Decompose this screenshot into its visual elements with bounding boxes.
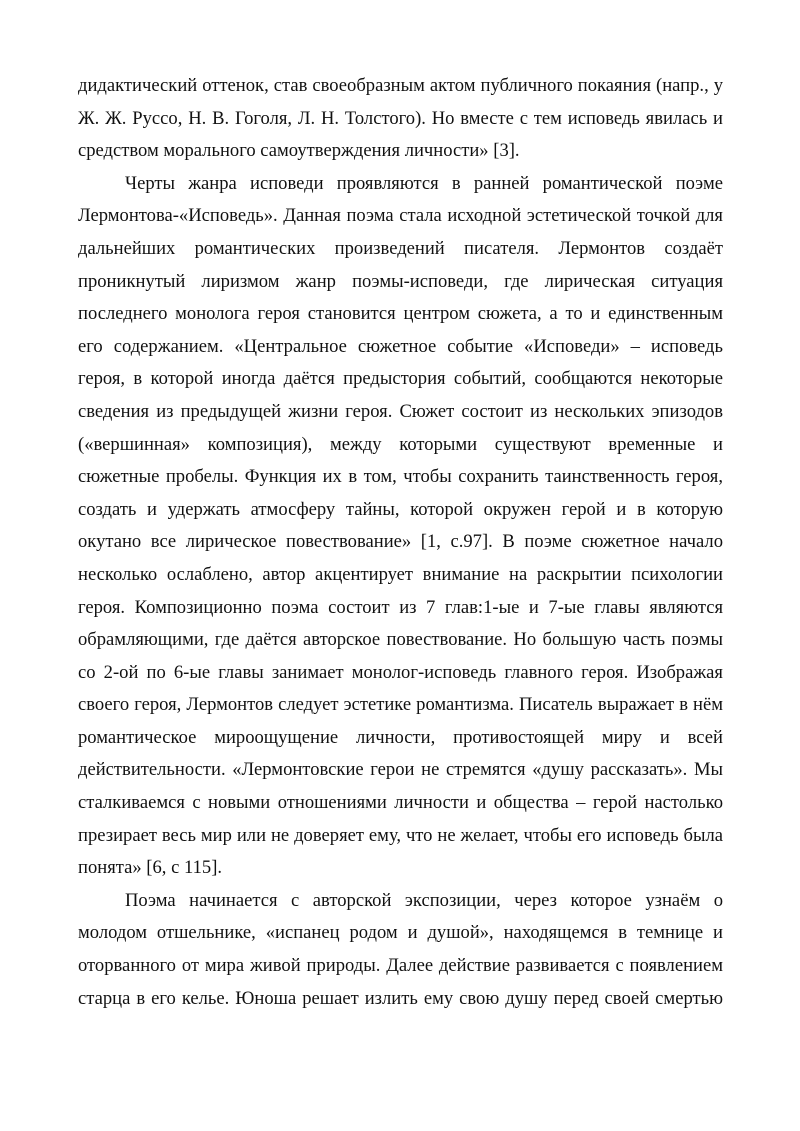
paragraph-3: Поэма начинается с авторской экспозиции, через которое узнаём о молодом отшельнике, «испанец родом и душой», находящемся в темнице и оторванного от мира живой природы. Далее действие развивается с появлением старца в его келье. Юноша решает излить ему свою душу перед своей смертью	[78, 889, 723, 1009]
paragraph-2: Черты жанра исповеди проявляются в ранней романтической поэме Лермонтова-«Исповедь». Данная поэма стала исходной эстетической точкой для дальнейших романтических произведений писателя. Лермонтов создаёт проникнутый лиризмом жанр поэмы-исповеди, где лирическая ситуация последнего монолога героя становится центром сюжета, а то и единственным его содержанием. «Центральное сюжетное событие «Исповеди» – исповедь героя, в которой иногда даётся предыстория событий, сообщаются некоторые сведения из предыдущей жизни героя. Сюжет состоит из нескольких эпизодов («вершинная» композиция), между которыми существуют временные и сюжетные пробелы. Функция их в том, чтобы сохранить таинственность героя, создать и удержать атмосферу тайны, которой окружен герой и в которую окутано все лирическое повествование» [1, с.97]. В поэме сюжетное начало несколько ослаблено, автор акцентирует внимание на раскрытии психологии героя. Композиционно поэма состоит из 7 глав:1-ые и 7-ые главы являются обрамляющими, где даётся авторское повествование. Но большую часть поэмы со 2-ой по 6-ые главы занимает монолог-исповедь главного героя. Изображая своего героя, Лермонтов следует эстетике романтизма. Писатель выражает в нём романтическое мироощущение личности, противостоящей миру и всей действительности. «Лермонтовские герои не стремятся «душу рассказать». Мы сталкиваемся с новыми отношениями личности и общества – герой настолько презирает весь мир или не доверяет ему, что не желает, чтобы его исповедь была понята» [6, с 115].	[78, 172, 723, 879]
paragraph-1: дидактический оттенок, став своеобразным актом публичного покаяния (напр., у Ж. Ж. Руссо, Н. В. Гоголя, Л. Н. Толстого). Но вместе с тем исповедь явилась и средством морального самоутверждения личности» [3].	[78, 75, 723, 162]
document-body	[78, 70, 723, 1015]
